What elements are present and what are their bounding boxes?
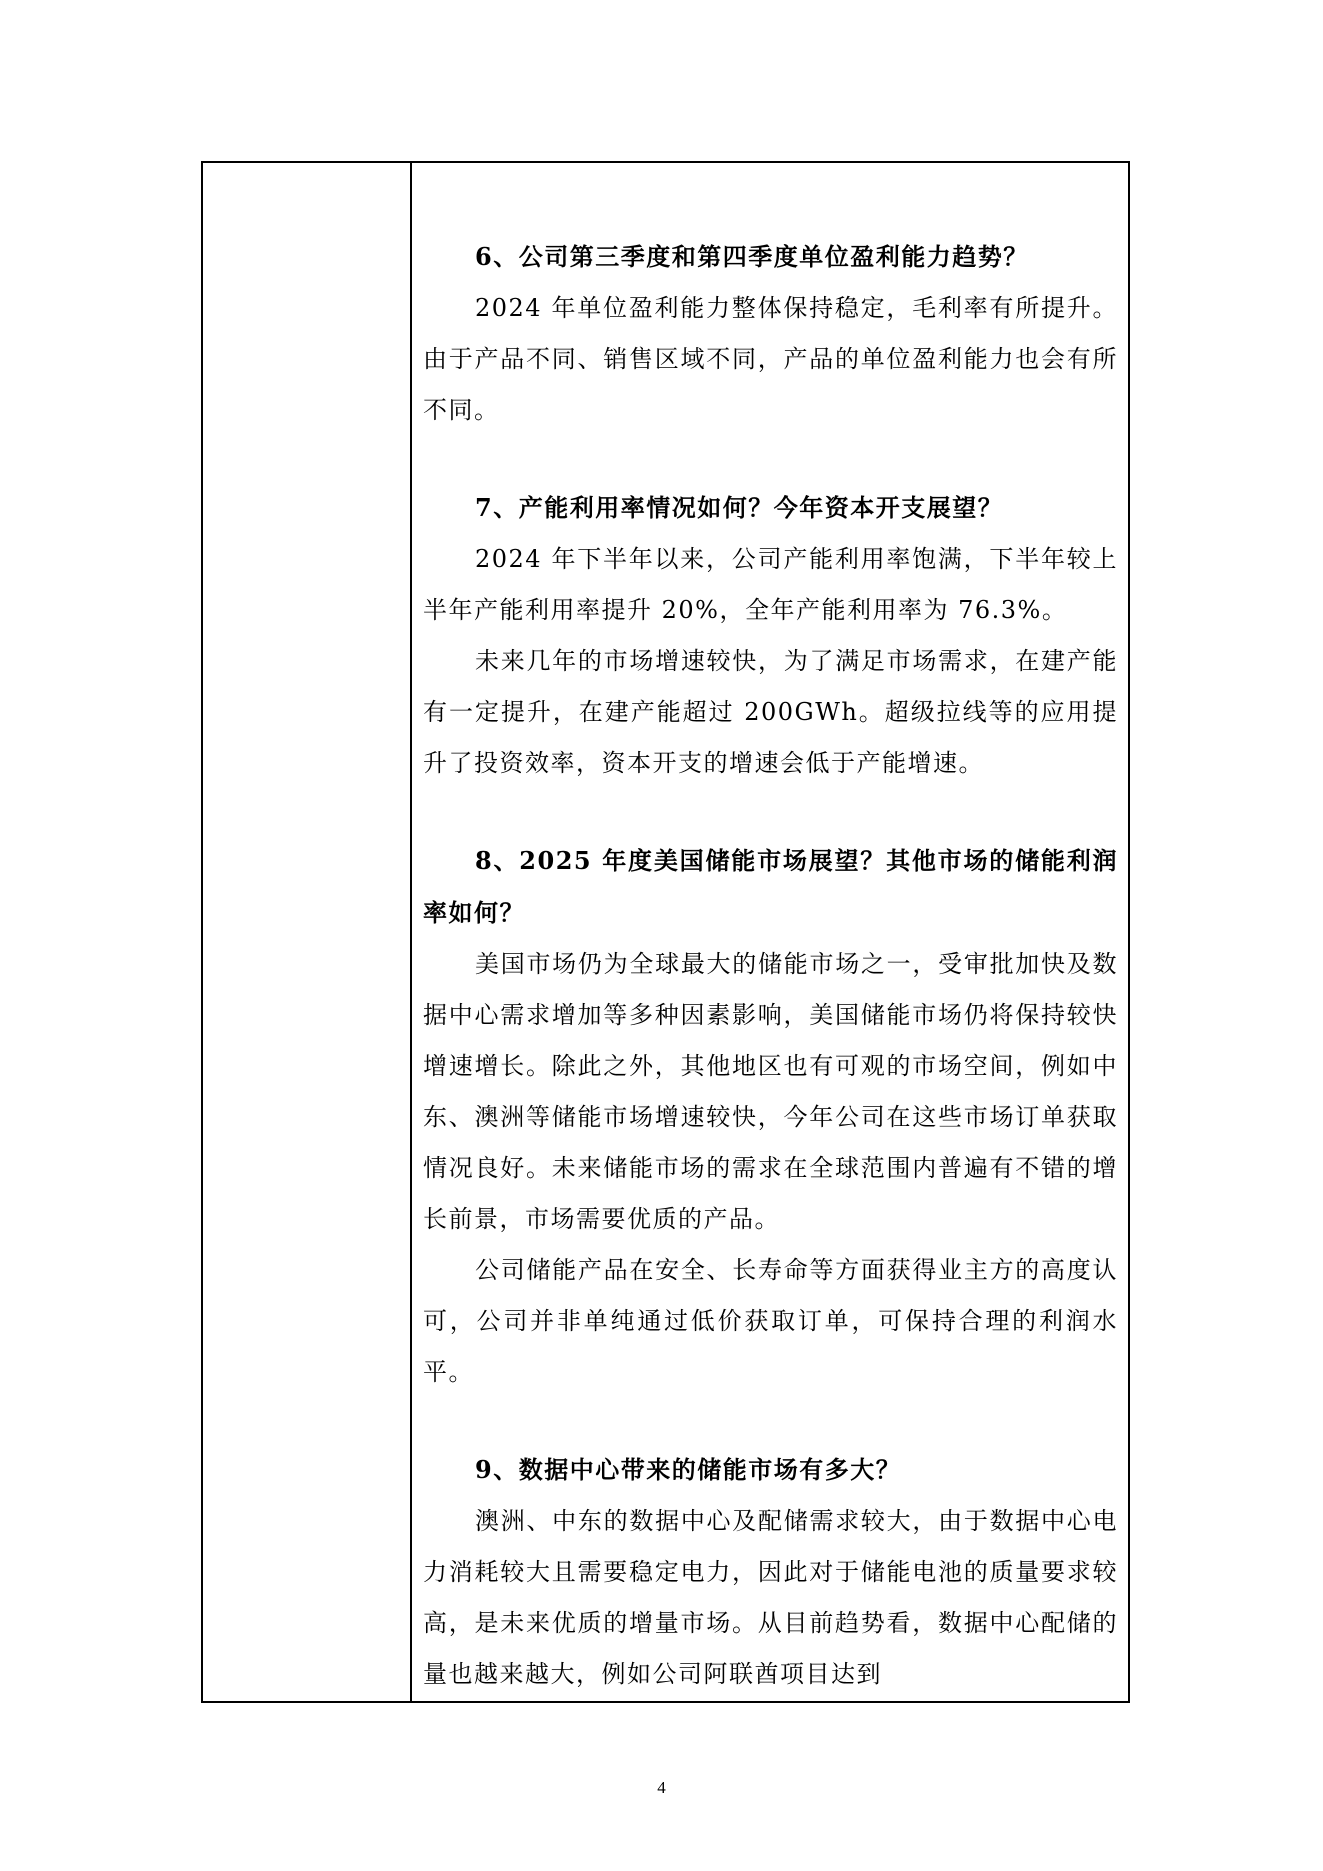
answer-paragraph: 公司储能产品在安全、长寿命等方面获得业主方的高度认可，公司并非单纯通过低价获取订单，可保持合理的利润水平。: [423, 1256, 1118, 1386]
table-right-column: [412, 163, 1128, 1701]
qa-item-9: [423, 1444, 1118, 1700]
qa-item-6: [423, 231, 1118, 436]
answer-paragraph: 2024 年下半年以来，公司产能利用率饱满，下半年较上半年产能利用率提升 20%，全年产能利用率为 76.3%。: [423, 545, 1118, 624]
answer-paragraph: 澳洲、中东的数据中心及配储需求较大，由于数据中心电力消耗较大且需要稳定电力，因此对于储能电池的质量要求较高，是未来优质的增量市场。从目前趋势看，数据中心配储的量也越来越大，例如公司阿联酋项目达到: [423, 1507, 1118, 1688]
answer-paragraph: 美国市场仍为全球最大的储能市场之一，受审批加快及数据中心需求增加等多种因素影响，美国储能市场仍将保持较快增速增长。除此之外，其他地区也有可观的市场空间，例如中东、澳洲等储能市场增速较快，今年公司在这些市场订单获取情况良好。未来储能市场的需求在全球范围内普遍有不错的增长前景，市场需要优质的产品。: [423, 950, 1118, 1233]
question-heading: 6、公司第三季度和第四季度单位盈利能力趋势？: [475, 242, 1029, 271]
question-heading: 7、产能利用率情况如何？今年资本开支展望？: [475, 493, 1004, 522]
document-table: [201, 161, 1130, 1703]
qa-item-7: [423, 482, 1118, 789]
page-number: 4: [657, 1778, 666, 1797]
table-left-column: [203, 163, 412, 1701]
question-heading: 8、2025 年度美国储能市场展望？其他市场的储能利润率如何？: [423, 846, 1118, 927]
answer-paragraph: 未来几年的市场增速较快，为了满足市场需求，在建产能有一定提升，在建产能超过 200GWh。超级拉线等的应用提升了投资效率，资本开支的增速会低于产能增速。: [423, 647, 1118, 777]
qa-item-8: [423, 835, 1118, 1398]
question-heading: 9、数据中心带来的储能市场有多大？: [475, 1455, 902, 1484]
answer-paragraph: 2024 年单位盈利能力整体保持稳定，毛利率有所提升。由于产品不同、销售区域不同，产品的单位盈利能力也会有所不同。: [423, 294, 1118, 424]
